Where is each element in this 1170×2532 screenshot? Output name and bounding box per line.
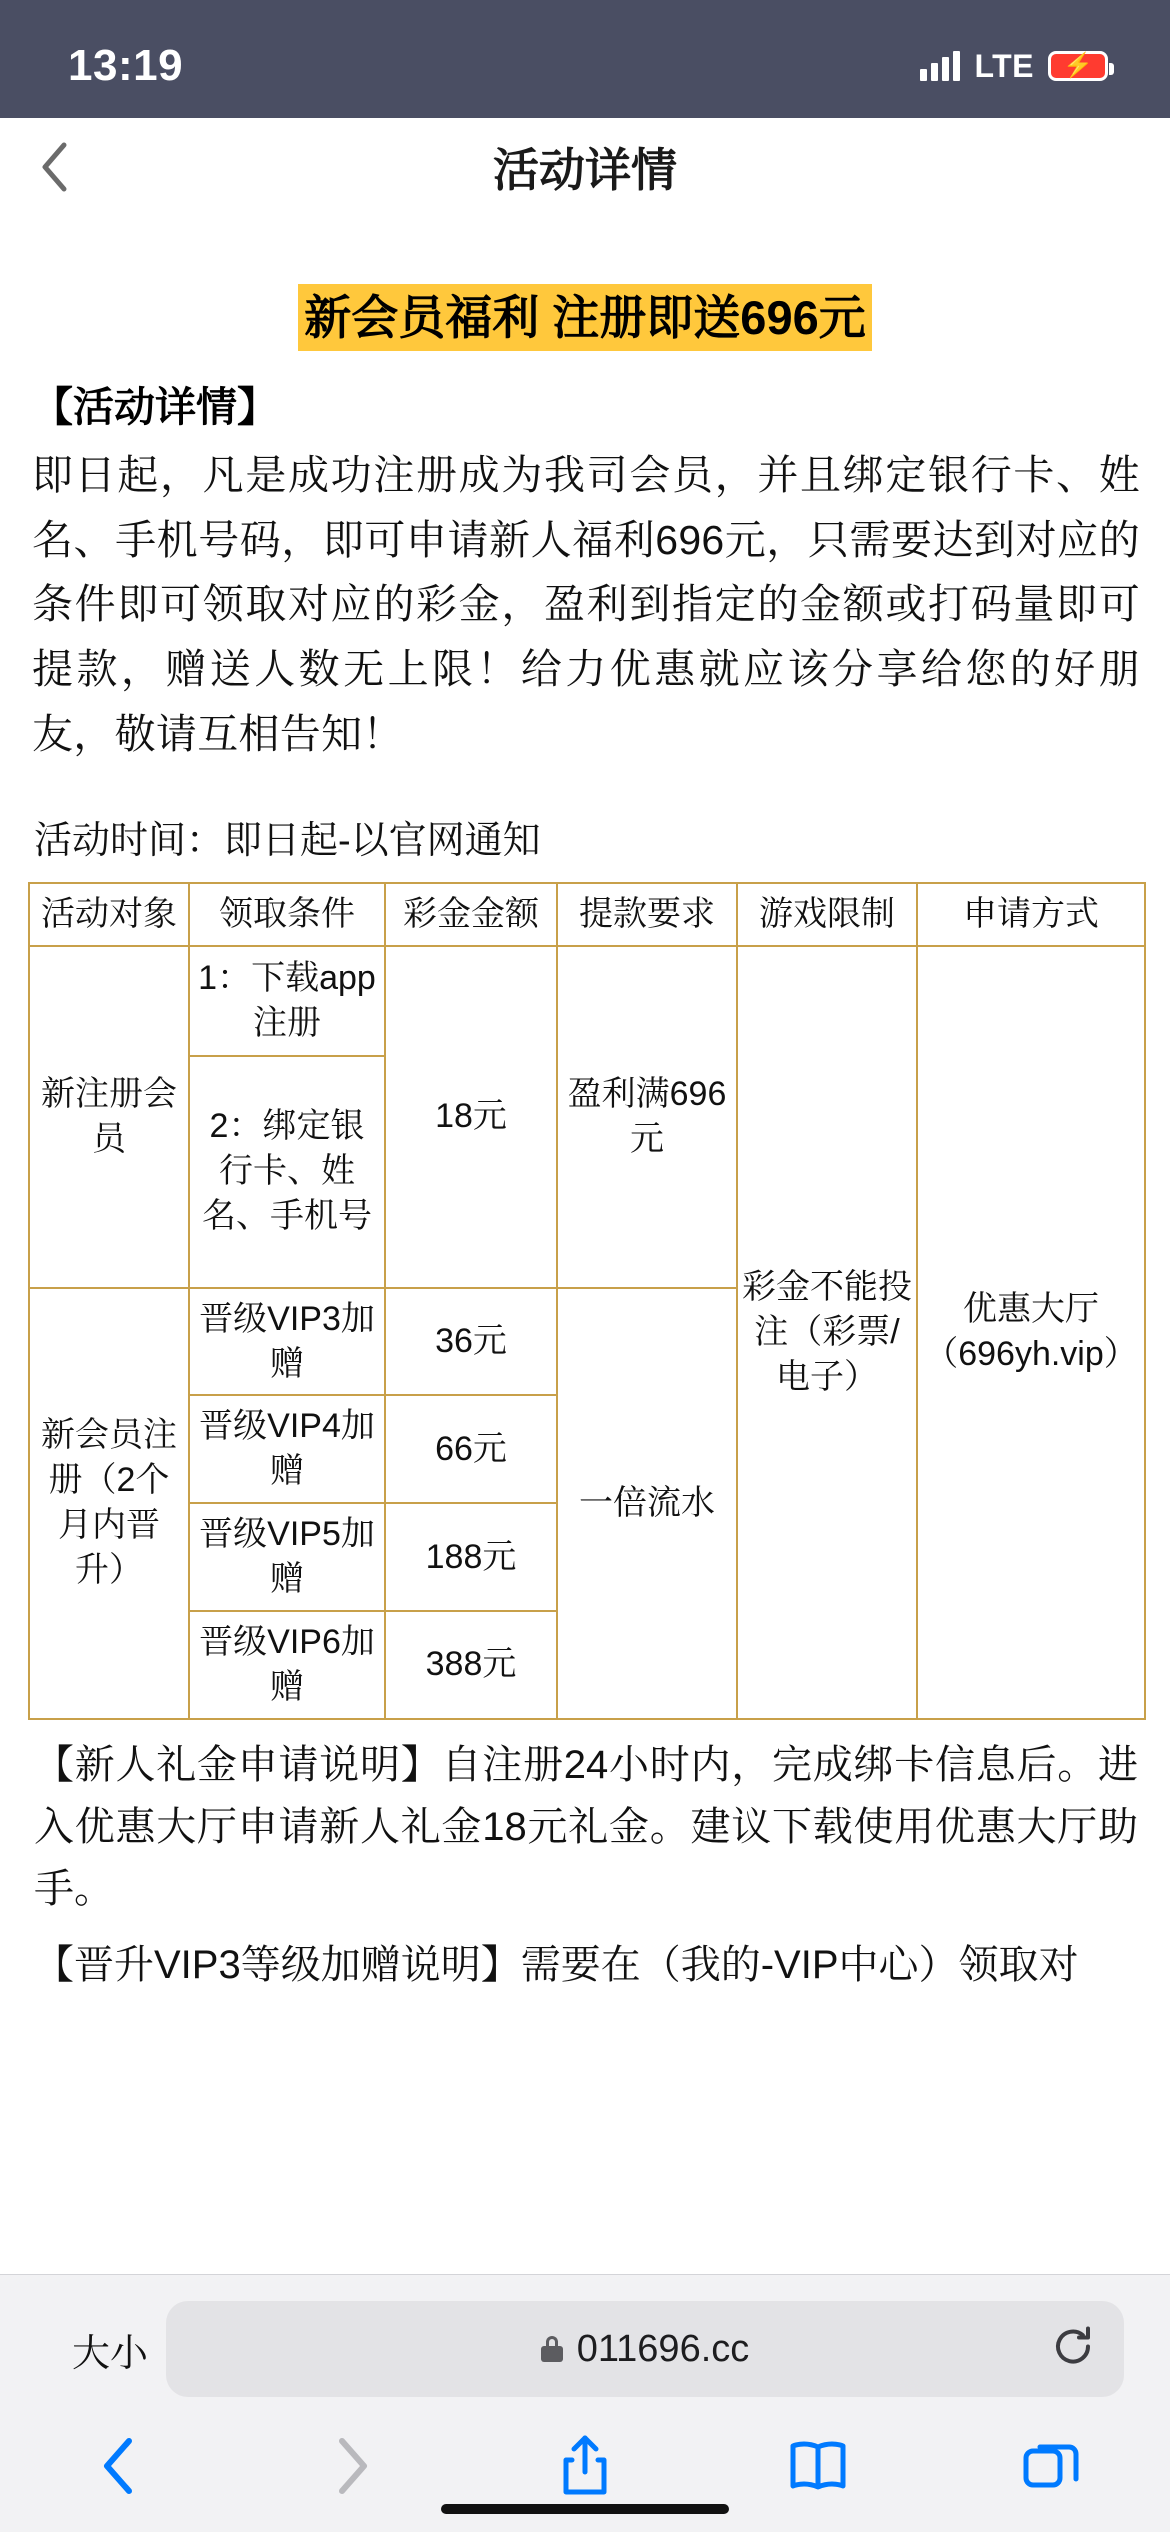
cell-withdraw: 盈利满696元 — [557, 946, 737, 1288]
browser-toolbar — [0, 2274, 1170, 2532]
url-row — [0, 2301, 1170, 2397]
book-icon — [788, 2438, 848, 2494]
status-bar — [0, 0, 1170, 118]
page-content — [0, 216, 1170, 2274]
tabs-icon — [1022, 2437, 1080, 2495]
table-header-cell: 提款要求 — [557, 883, 737, 946]
signal-bars-icon — [920, 51, 960, 81]
table-header-cell: 活动对象 — [29, 883, 189, 946]
reload-icon — [1050, 2324, 1096, 2370]
reload-button[interactable] — [1050, 2324, 1096, 2375]
table-header-cell: 游戏限制 — [737, 883, 917, 946]
table-header-cell: 领取条件 — [189, 883, 385, 946]
cell-amount: 388元 — [385, 1611, 557, 1719]
cell-condition: 1：下载app注册 — [189, 946, 385, 1056]
battery-charging-icon: ⚡ — [1048, 51, 1108, 81]
page-header — [0, 118, 1170, 216]
text-size-button[interactable]: 大小 — [72, 2332, 149, 2375]
intro-paragraph: 即日起，凡是成功注册成为我司会员，并且绑定银行卡、姓名、手机号码，即可申请新人福利696元，只需要达到对应的条件即可领取对应的彩金，盈利到指定的金额或打码量即可提款，赠送人数无上限！给力优惠就应该分享给您的好朋友，敬请互相告知！ — [32, 451, 1140, 757]
cell-condition: 晋级VIP3加赠 — [189, 1288, 385, 1396]
status-indicators — [920, 34, 1108, 85]
chevron-right-icon — [332, 2435, 372, 2497]
activity-time: 活动时间：即日起-以官网通知 — [34, 819, 541, 862]
cell-condition: 晋级VIP4加赠 — [189, 1395, 385, 1503]
network-label: LTE — [974, 47, 1034, 84]
table-row — [29, 946, 1145, 1056]
cell-amount: 188元 — [385, 1503, 557, 1611]
promo-table — [28, 882, 1146, 1720]
address-bar[interactable] — [166, 2301, 1124, 2397]
table-header-cell: 彩金金额 — [385, 883, 557, 946]
cell-game-limit: 彩金不能投注（彩票/电子） — [737, 946, 917, 1719]
page-title: 活动详情 — [493, 144, 677, 196]
status-time: 13:19 — [68, 41, 184, 90]
section-label: 【活动详情】 — [32, 384, 278, 431]
cell-amount: 36元 — [385, 1288, 557, 1396]
cell-withdraw: 一倍流水 — [557, 1288, 737, 1719]
table-header-row — [29, 883, 1145, 946]
cell-apply-method: 优惠大厅（696yh.vip） — [917, 946, 1145, 1719]
bookmarks-button[interactable] — [773, 2423, 863, 2509]
browser-tools — [0, 2397, 1170, 2509]
home-indicator — [441, 2504, 729, 2514]
table-header-cell: 申请方式 — [917, 883, 1145, 946]
browser-back-button[interactable] — [74, 2423, 164, 2509]
headline-container — [26, 284, 1144, 351]
note-vip3-upgrade: 【晋升VIP3等级加赠说明】需要在（我的-VIP中心）领取对 — [34, 1942, 1079, 1987]
cell-object-new-register: 新注册会员 — [29, 946, 189, 1288]
share-icon — [559, 2434, 611, 2498]
note-new-member-gift: 【新人礼金申请说明】自注册24小时内，完成绑卡信息后。进入优惠大厅申请新人礼金18元礼金。建议下载使用优惠大厅助手。 — [34, 1742, 1138, 1911]
cell-condition: 2：绑定银行卡、姓名、手机号 — [189, 1056, 385, 1288]
cell-object-new-member: 新会员注册（2个月内晋升） — [29, 1288, 189, 1719]
browser-forward-button[interactable] — [307, 2423, 397, 2509]
chevron-left-icon — [99, 2435, 139, 2497]
lock-icon — [541, 2336, 563, 2362]
share-button[interactable] — [540, 2423, 630, 2509]
tabs-button[interactable] — [1006, 2423, 1096, 2509]
cell-amount: 66元 — [385, 1395, 557, 1503]
cell-amount: 18元 — [385, 946, 557, 1288]
url-text: 011696.cc — [576, 2327, 750, 2370]
cell-condition: 晋级VIP6加赠 — [189, 1611, 385, 1719]
promo-headline: 新会员福利 注册即送696元 — [298, 284, 871, 351]
cell-condition: 晋级VIP5加赠 — [189, 1503, 385, 1611]
